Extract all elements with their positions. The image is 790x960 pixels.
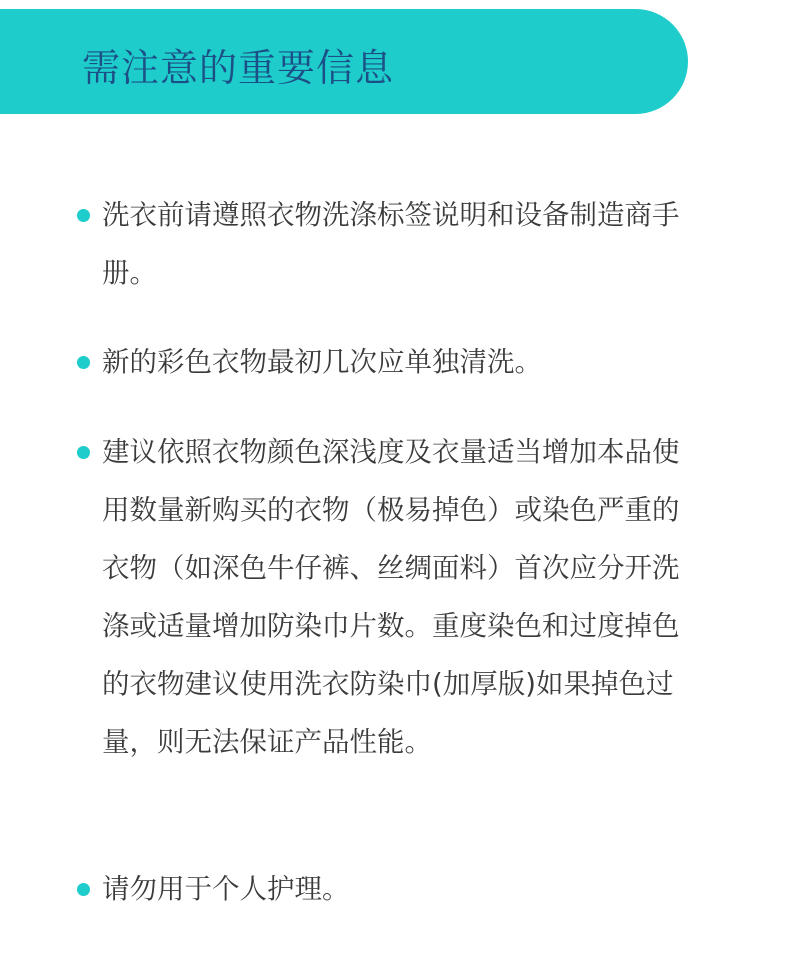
page-title: 需注意的重要信息	[82, 46, 395, 90]
bullet-dot-icon	[77, 883, 90, 896]
header-banner	[0, 9, 688, 114]
note-text: 建议依照衣物颜色深浅度及衣量适当增加本品使用数量新购买的衣物（极易掉色）或染色严重的衣物（如深色牛仔裤、丝绸面料）首次应分开洗涤或适量增加防染巾片数。重度染色和过度掉色的衣物建议使用洗衣防染巾(加厚版)如果掉色过量，则无法保证产品性能。	[102, 436, 680, 758]
bullet-dot-icon	[77, 446, 90, 459]
bullet-dot-icon	[77, 209, 90, 222]
note-text: 洗衣前请遵照衣物洗涤标签说明和设备制造商手册。	[102, 199, 680, 289]
note-text: 新的彩色衣物最初几次应单独清洗。	[102, 346, 542, 378]
bullet-dot-icon	[77, 356, 90, 369]
note-text: 请勿用于个人护理。	[102, 873, 350, 905]
